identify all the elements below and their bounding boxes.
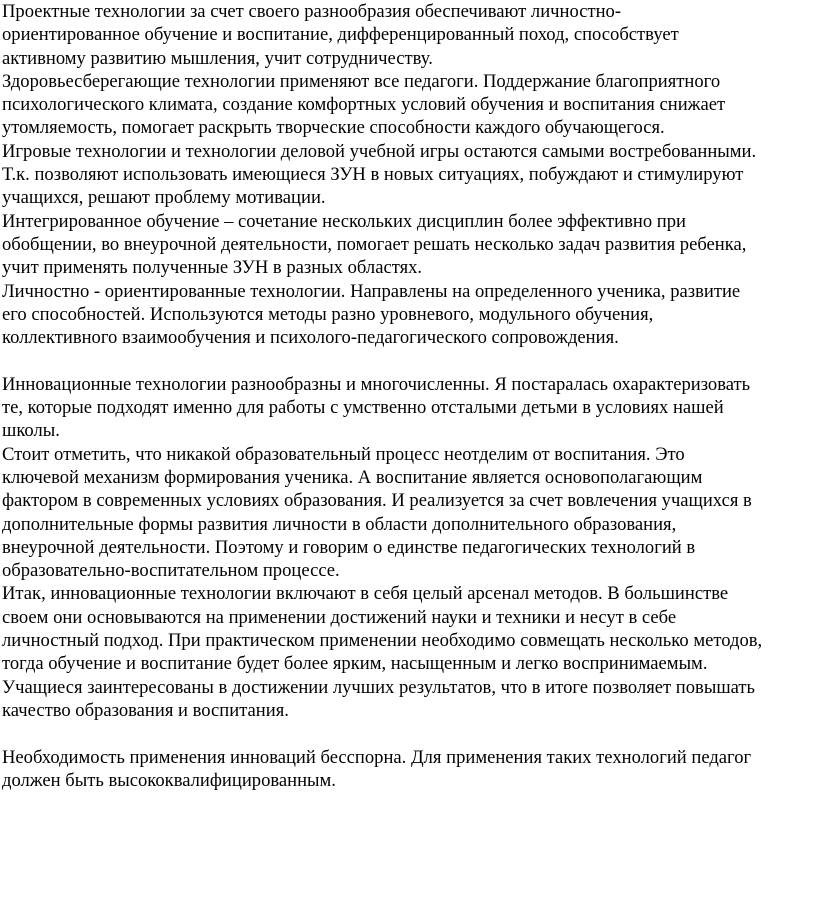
paragraph-game-technologies [2, 140, 816, 210]
text-line: своем они основываются на применении достижений науки и техники и несут в себе [2, 606, 677, 628]
paragraph-integrated-learning [2, 210, 816, 280]
text-line: психологического климата, создание комфортных условий обучения и воспитания снижает [2, 94, 726, 116]
text-line: его способностей. Используются методы разно уровневого, модульного обучения, [2, 303, 654, 325]
text-line: Необходимость применения инноваций бесспорна. Для применения таких технологий педагог [2, 746, 752, 768]
paragraph-conclusion [2, 746, 816, 793]
text-line: Интегрированное обучение – сочетание нескольких дисциплин более эффективно при [2, 210, 687, 232]
text-line: Стоит отметить, что никакой образовательный процесс неотделим от воспитания. Это [2, 443, 685, 465]
text-line: личностный подход. При практическом применении необходимо совмещать несколько методов, [2, 630, 763, 652]
text-line: Здоровьесберегающие технологии применяют все педагоги. Поддержание благоприятного [2, 70, 721, 92]
text-line: учит применять полученные ЗУН в разных областях. [2, 257, 423, 279]
blank-line [2, 349, 816, 372]
paragraph-health-saving-technologies [2, 70, 816, 140]
text-line: Проектные технологии за счет своего разнообразия обеспечивают личностно- [2, 1, 622, 22]
text-line: Т.к. позволяют использовать имеющиеся ЗУН в новых ситуациях, побуждают и стимулируют [2, 164, 744, 186]
text-line: Игровые технологии и технологии деловой учебной игры остаются самыми востребованными. [2, 140, 757, 162]
text-line: Учащиеся заинтересованы в достижении лучших результатов, что в итоге позволяет повышать [2, 676, 756, 698]
paragraph-innovative-technologies [2, 373, 816, 443]
text-line: Личностно - ориентированные технологии. Направлены на определенного ученика, развитие [2, 280, 741, 302]
text-line: школы. [2, 420, 60, 442]
text-line: обобщении, во внеурочной деятельности, помогает решать несколько задач развития ребенка, [2, 233, 747, 255]
text-line: те, которые подходят именно для работы с умственно отсталыми детьми в условиях нашей [2, 397, 724, 419]
text-line: внеурочной деятельности. Поэтому и говорим о единстве педагогических технологий в [2, 536, 696, 558]
text-line: утомляемость, помогает раскрыть творческие способности каждого обучающегося. [2, 117, 665, 139]
text-line: активному развитию мышления, учит сотрудничеству. [2, 47, 433, 69]
text-line: Итак, инновационные технологии включают в себя целый арсенал методов. В большинстве [2, 583, 729, 605]
text-line: фактором в современных условиях образования. И реализуется за счет вовлечения учащихся в [2, 490, 752, 512]
paragraph-methods-arsenal [2, 582, 816, 722]
blank-line [2, 722, 816, 745]
text-line: ключевой механизм формирования ученика. А воспитание является основополагающим [2, 466, 703, 488]
text-line: качество образования и воспитания. [2, 699, 289, 721]
paragraph-project-technologies [2, 0, 816, 70]
text-line: должен быть высококвалифицированным. [2, 769, 336, 791]
text-line: образовательно-воспитательном процессе. [2, 560, 340, 582]
text-line: дополнительные формы развития личности в области дополнительного образования, [2, 513, 677, 535]
text-line: ориентированное обучение и воспитание, дифференцированный поход, способствует [2, 24, 679, 46]
document-body [2, 0, 816, 792]
paragraph-person-oriented-technologies [2, 280, 816, 350]
text-line: учащихся, решают проблему мотивации. [2, 187, 326, 209]
text-line: коллективного взаимообучения и психолого-педагогического сопровождения. [2, 327, 619, 349]
paragraph-upbringing [2, 443, 816, 583]
text-line: тогда обучение и воспитание будет более ярким, насыщенным и легко воспринимаемым. [2, 653, 708, 675]
text-line: Инновационные технологии разнообразны и многочисленны. Я постаралась охарактеризовать [2, 373, 751, 395]
